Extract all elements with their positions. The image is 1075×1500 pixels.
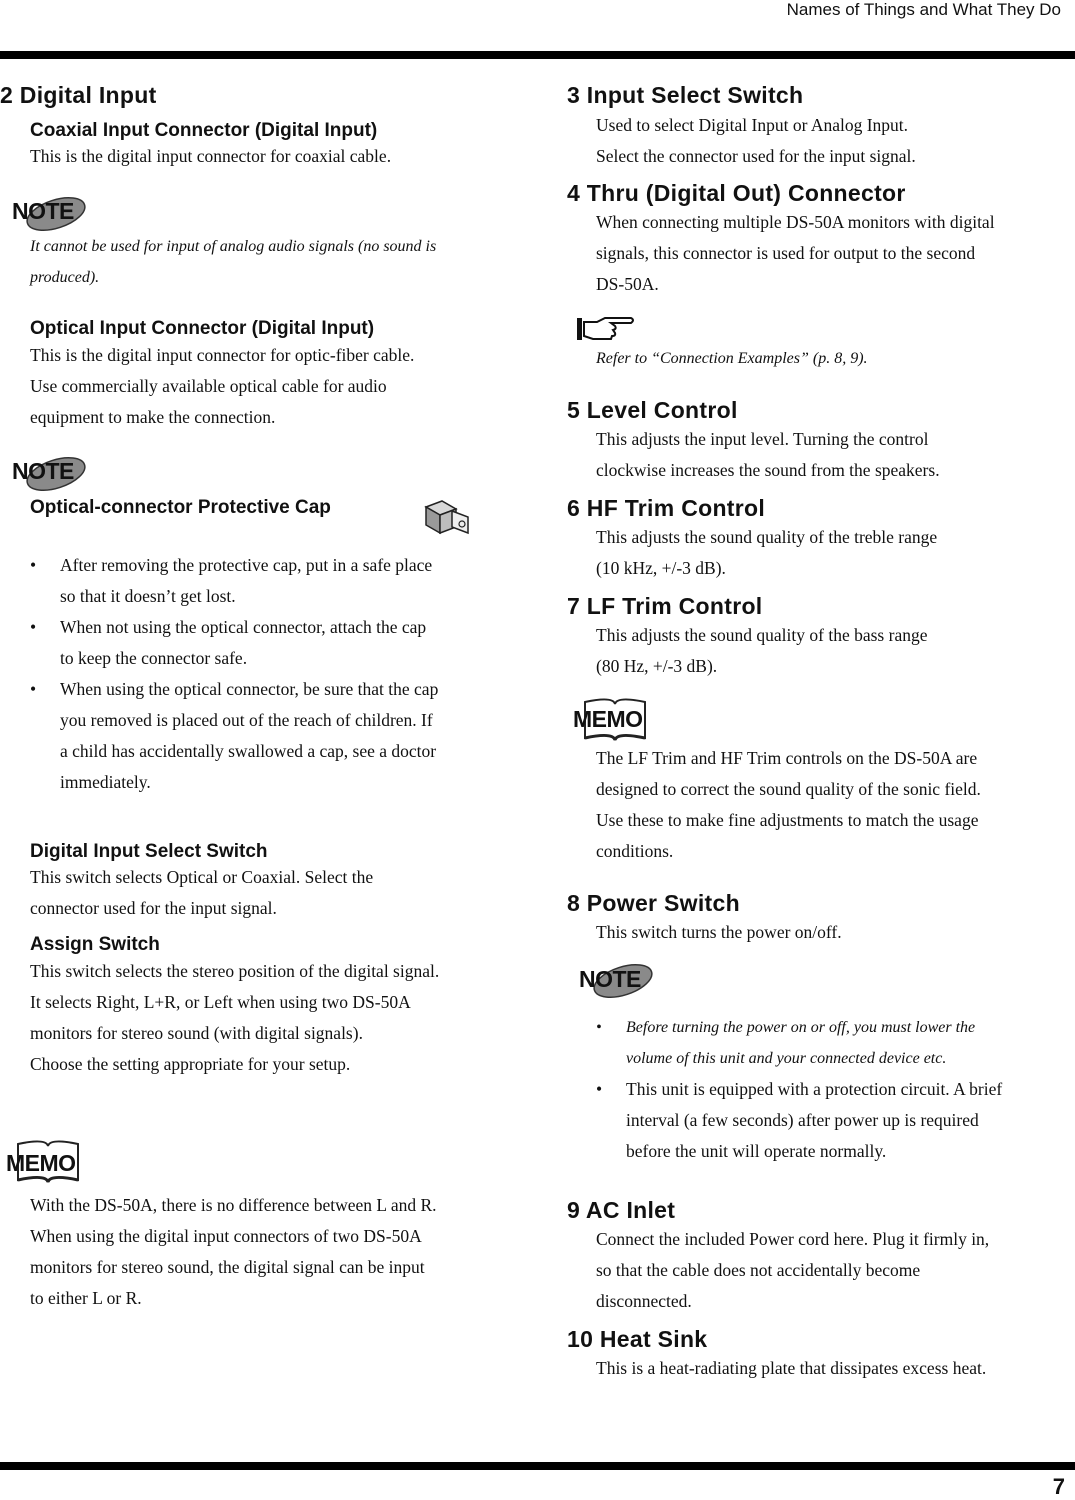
text-line: before the unit will operate normally. [626,1141,887,1161]
heading-assign-switch: Assign Switch [30,934,160,955]
text-line: Used to select Digital Input or Analog Input. [596,115,909,135]
heading-power: 8 Power Switch [567,890,740,916]
note-icon [14,186,100,236]
text-line: signals, this connector is used for output to the second [596,243,976,263]
text-line: This is the digital input connector for optic-fiber cable. [30,345,415,365]
page-number: 7 [1052,1474,1065,1499]
list-item [30,674,520,798]
text-line: Connect the included Power cord here. Plug it firmly in, [596,1229,990,1249]
note-line: produced). [30,269,100,286]
text-line: DS-50A. [596,274,659,294]
text-line: a child has accidentally swallowed a cap, see a doctor [60,741,437,761]
text-line: conditions. [596,841,674,861]
text-line: immediately. [60,772,151,792]
text-line: When connecting multiple DS-50A monitors with digital [596,212,995,232]
heading-lf: 7 LF Trim Control [567,593,763,619]
lf-text [596,620,927,682]
note-label: NOTE [12,458,74,484]
heading-optical: Optical Input Connector (Digital Input) [30,318,375,339]
text-line: monitors for stereo sound (with digital signals). [30,1023,363,1043]
list-item [30,612,520,674]
thru-text [596,207,995,300]
text-line: to keep the connector safe. [60,648,248,668]
text-line: This adjusts the input level. Turning the control [596,429,929,449]
text-line: • When not using the optical connector, attach the cap [60,617,427,637]
note-line: It cannot be used for input of analog audio signals (no sound is [30,238,437,255]
heat-text: This is a heat-radiating plate that dissipates excess heat. [596,1358,987,1378]
text-line: It selects Right, L+R, or Left when using two DS-50A [30,992,411,1012]
optical-text [30,340,414,433]
text-line: disconnected. [596,1291,692,1311]
note-label: NOTE [12,198,74,224]
text-line: designed to correct the sound quality of the sonic field. [596,779,981,799]
power-bullet-list [596,1012,1074,1167]
thru-reference: Refer to “Connection Examples” (p. 8, 9). [596,350,868,367]
bottom-rule [0,1462,1075,1470]
list-item [596,1074,1074,1167]
coaxial-text: This is the digital input connector for coaxial cable. [30,146,392,166]
heading-ac: 9 AC Inlet [567,1197,676,1223]
text-line: equipment to make the connection. [30,407,276,427]
memo-label: MEMO [6,1150,76,1176]
text-line: clockwise increases the sound from the speakers. [596,460,940,480]
heading-hf: 6 HF Trim Control [567,495,766,521]
text-line: monitors for stereo sound, the digital signal can be input [30,1257,425,1277]
text-line: • When using the optical connector, be sure that the cap [60,679,439,699]
memo-icon [573,696,659,746]
note-label: NOTE [579,966,641,992]
left-memo-text [30,1190,437,1314]
text-line: interval (a few seconds) after power up is required [626,1110,979,1130]
heading-digital-input: 2 Digital Input [0,82,157,108]
text-line: With the DS-50A, there is no difference between L and R. [30,1195,437,1215]
text-line: This adjusts the sound quality of the treble range [596,527,938,547]
pointing-hand-icon [575,314,641,342]
top-rule [0,51,1075,59]
text-line: connector used for the input signal. [30,898,277,918]
coaxial-note [30,231,520,293]
running-header: Names of Things and What They Do [786,0,1061,19]
text-line: This switch selects Optical or Coaxial. Select the [30,867,374,887]
text-line: so that it doesn’t get lost. [60,586,236,606]
text-line: so that the cable does not accidentally become [596,1260,921,1280]
memo-label: MEMO [573,706,643,732]
list-item [596,1012,1074,1074]
text-line: This switch selects the stereo position of the digital signal. [30,961,440,981]
text-line: • After removing the protective cap, put in a safe place [60,555,433,575]
memo-icon [6,1138,92,1188]
text-line: • This unit is equipped with a protection circuit. A brief [626,1079,1003,1099]
text-line: Select the connector used for the input signal. [596,146,916,166]
select-switch-text [30,862,373,924]
heading-level: 5 Level Control [567,397,738,423]
text-line: When using the digital input connectors of two DS-50A [30,1226,422,1246]
heading-coaxial: Coaxial Input Connector (Digital Input) [30,120,378,141]
note-icon [581,954,667,1004]
list-item [30,550,520,612]
cap-bullet-list [30,550,520,798]
text-line: (80 Hz, +/-3 dB). [596,656,718,676]
heading-select-switch: Digital Input Select Switch [30,841,268,862]
ac-text [596,1224,989,1317]
right-memo-text [596,743,981,867]
text-line: you removed is placed out of the reach of children. If [60,710,433,730]
note-icon [14,448,100,498]
text-line: Use commercially available optical cable for audio [30,376,387,396]
heading-thru: 4 Thru (Digital Out) Connector [567,180,906,206]
assign-switch-text [30,956,439,1080]
text-line: The LF Trim and HF Trim controls on the DS-50A are [596,748,978,768]
text-line: • Before turning the power on or off, you must lower the [626,1019,976,1036]
heading-input-select: 3 Input Select Switch [567,82,804,108]
optical-cap-icon [422,499,474,539]
heading-heat: 10 Heat Sink [567,1326,708,1352]
level-text [596,424,940,486]
text-line: Use these to make fine adjustments to match the usage [596,810,979,830]
hf-text [596,522,937,584]
text-line: (10 kHz, +/-3 dB). [596,558,726,578]
text-line: Choose the setting appropriate for your setup. [30,1054,351,1074]
heading-cap: Optical-connector Protective Cap [30,497,331,518]
text-line: volume of this unit and your connected device etc. [626,1050,947,1067]
input-select-text [596,110,916,172]
power-text: This switch turns the power on/off. [596,922,842,942]
text-line: to either L or R. [30,1288,142,1308]
text-line: This adjusts the sound quality of the bass range [596,625,928,645]
